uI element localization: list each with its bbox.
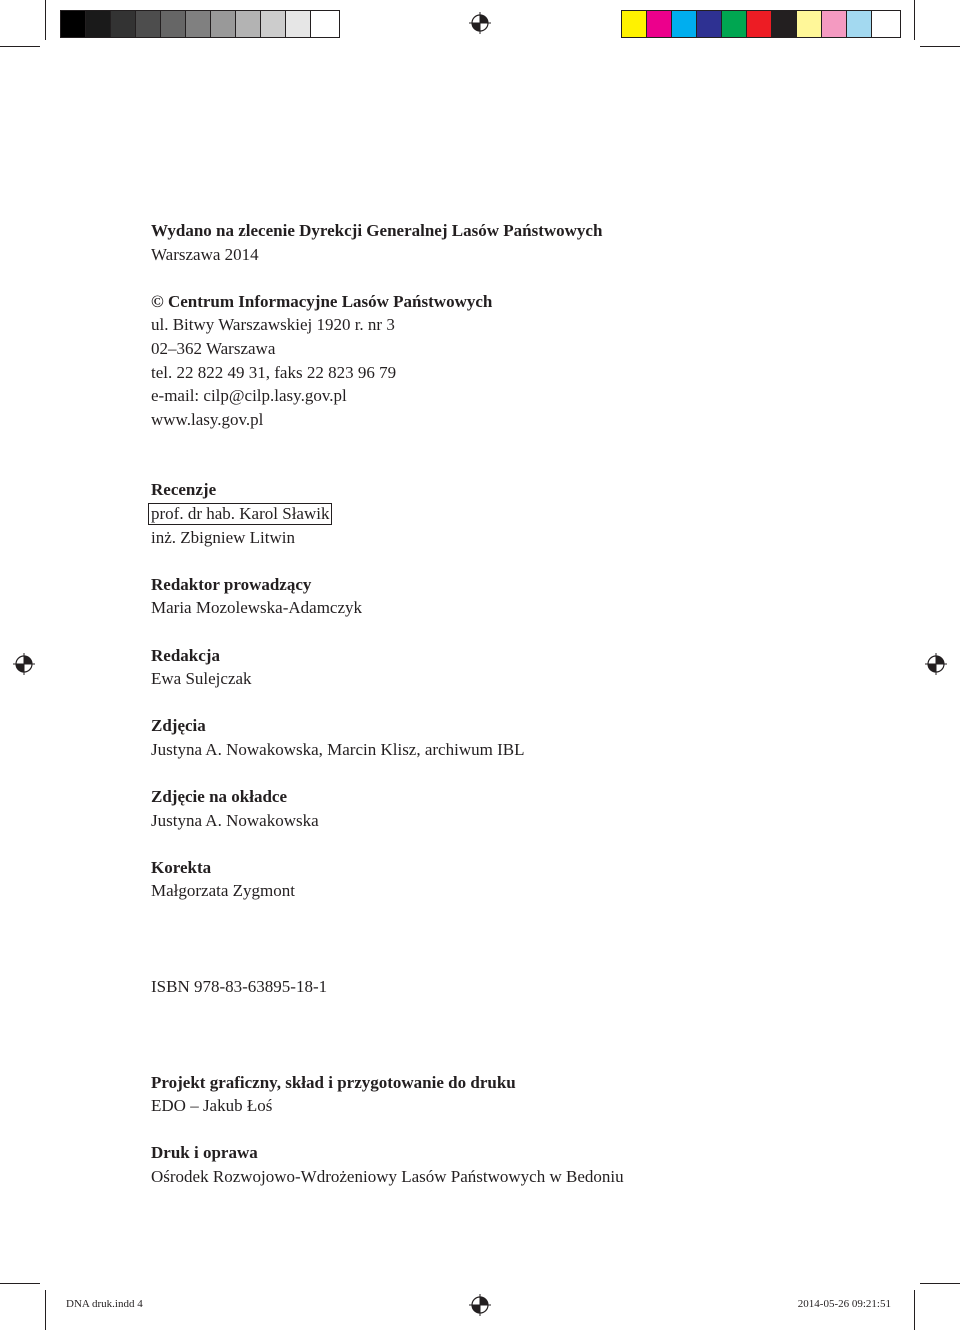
crop-mark — [45, 0, 46, 40]
photos: Justyna A. Nowakowska, Marcin Klisz, archiwum IBL — [151, 739, 525, 759]
isbn: ISBN 978-83-63895-18-1 — [151, 977, 328, 997]
publisher-line: Wydano na zlecenie Dyrekcji Generalnej Lasów Państwowych — [151, 221, 603, 240]
registration-mark-icon — [469, 1294, 491, 1316]
color-swatch — [111, 11, 136, 37]
cover-photo-heading: Zdjęcie na okładce — [151, 787, 287, 807]
grayscale-color-bar — [60, 10, 340, 38]
crop-mark — [914, 0, 915, 40]
imprint-block — [151, 219, 851, 1189]
color-swatch — [161, 11, 186, 37]
place-year: Warszawa 2014 — [151, 244, 259, 264]
phone-fax: tel. 22 822 49 31, faks 22 823 96 79 — [151, 362, 397, 382]
color-swatch — [186, 11, 211, 37]
color-swatch — [236, 11, 261, 37]
email-address: e-mail: cilp@cilp.lasy.gov.pl — [151, 386, 347, 406]
editing: Ewa Sulejczak — [151, 669, 252, 689]
color-swatch — [697, 11, 722, 37]
design: EDO – Jakub Łoś — [151, 1096, 273, 1116]
reviewer-1: prof. dr hab. Karol Sławik — [148, 503, 332, 525]
photos-heading: Zdjęcia — [151, 716, 206, 736]
registration-mark-icon — [13, 653, 35, 675]
crop-mark — [914, 1290, 915, 1330]
color-swatch — [722, 11, 747, 37]
managing-editor-heading: Redaktor prowadzący — [151, 574, 312, 594]
managing-editor: Maria Mozolewska-Adamczyk — [151, 598, 363, 618]
reviews-heading: Recenzje — [151, 480, 217, 500]
crop-mark — [0, 1283, 40, 1284]
process-color-bar — [621, 10, 901, 38]
color-swatch — [211, 11, 236, 37]
website: www.lasy.gov.pl — [151, 409, 264, 429]
color-swatch — [136, 11, 161, 37]
editing-heading: Redakcja — [151, 645, 220, 665]
proofreading: Małgorzata Zygmont — [151, 881, 295, 901]
color-swatch — [311, 11, 336, 37]
crop-mark — [920, 46, 960, 47]
crop-mark — [45, 1290, 46, 1330]
design-heading: Projekt graficzny, skład i przygotowanie do druku — [151, 1072, 516, 1092]
print-heading: Druk i oprawa — [151, 1143, 258, 1163]
color-swatch — [747, 11, 772, 37]
printing-house: Ośrodek Rozwojowo-Wdrożeniowy Lasów Państwowych w Bedoniu — [151, 1167, 624, 1186]
color-swatch — [261, 11, 286, 37]
crop-mark — [0, 46, 40, 47]
slug-datetime: 2014-05-26 09:21:51 — [797, 1298, 891, 1310]
address-city: 02–362 Warszawa — [151, 338, 276, 358]
registration-mark-icon — [925, 653, 947, 675]
color-swatch — [61, 11, 86, 37]
color-swatch — [797, 11, 822, 37]
color-swatch — [622, 11, 647, 37]
color-swatch — [86, 11, 111, 37]
color-swatch — [286, 11, 311, 37]
address-street: ul. Bitwy Warszawskiej 1920 r. nr 3 — [151, 315, 395, 335]
proofreading-heading: Korekta — [151, 857, 212, 877]
color-swatch — [872, 11, 897, 37]
color-swatch — [822, 11, 847, 37]
copyright-holder: © Centrum Informacyjne Lasów Państwowych — [151, 291, 493, 311]
crop-mark — [920, 1283, 960, 1284]
slug-filename: DNA druk.indd 4 — [66, 1298, 143, 1310]
cover-photo: Justyna A. Nowakowska — [151, 810, 319, 830]
reviewer-2: inż. Zbigniew Litwin — [151, 527, 296, 547]
color-swatch — [647, 11, 672, 37]
color-swatch — [772, 11, 797, 37]
registration-mark-icon — [469, 12, 491, 34]
color-swatch — [672, 11, 697, 37]
color-swatch — [847, 11, 872, 37]
